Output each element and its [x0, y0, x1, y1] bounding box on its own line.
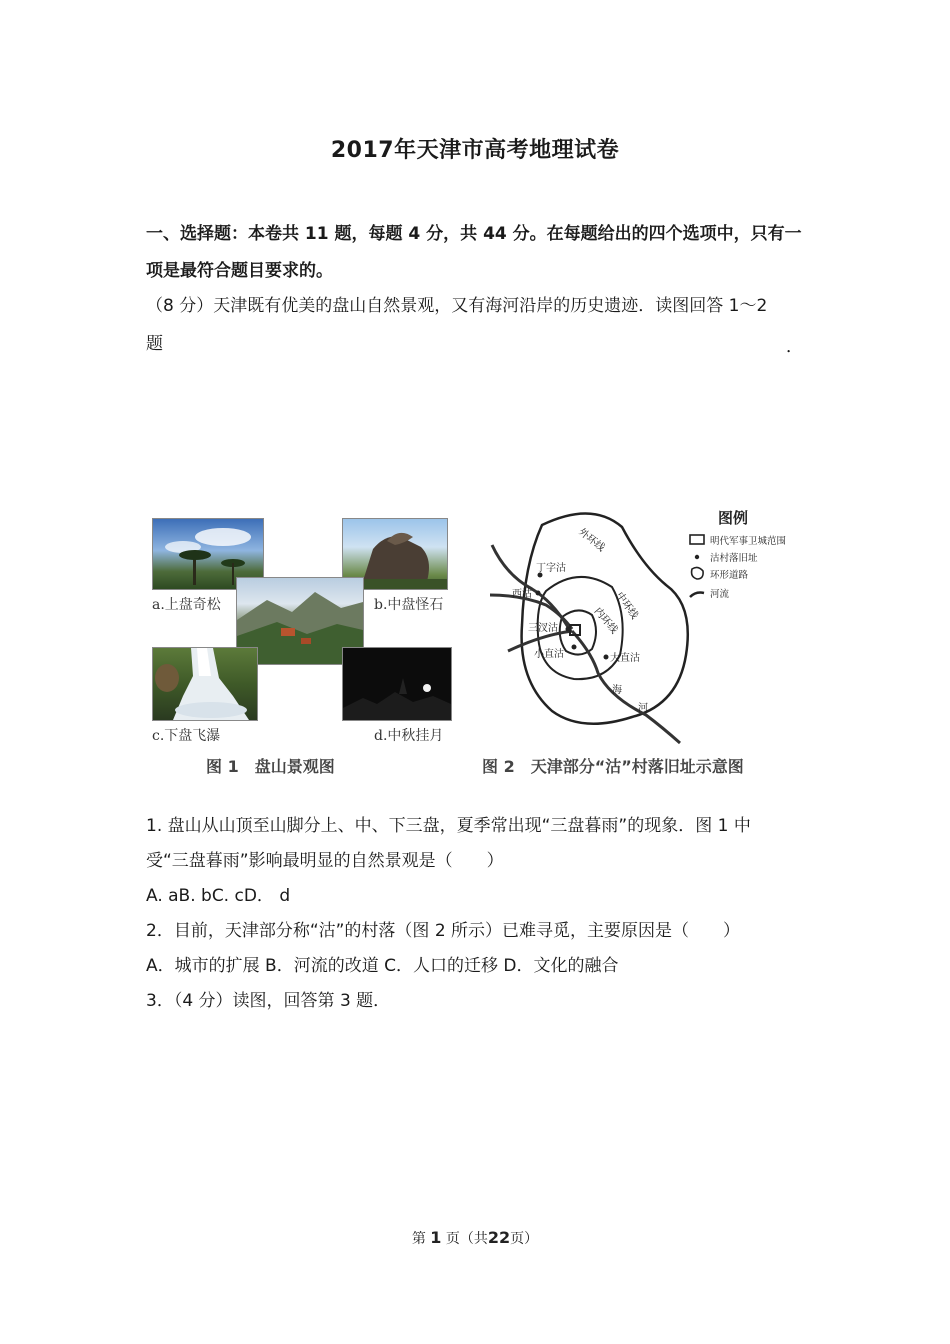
figure2-caption: 图 2 天津部分“沽”村落旧址示意图: [482, 757, 744, 776]
photo-label-d: d.中秋挂月: [374, 728, 444, 744]
q1-options: A. aB. bC. cD． d: [146, 886, 291, 906]
river-haihe: [572, 631, 680, 743]
page-footer: [0, 1228, 950, 1248]
label-dazhigu: 大直沽: [610, 653, 640, 664]
legend-item-river: 河流: [710, 589, 730, 600]
legend-title: 图例: [718, 509, 749, 527]
intro-line2: 题: [146, 334, 163, 354]
section-heading-line2: 项是最符合题目要求的。: [146, 261, 333, 281]
photo-label-b: b.中盘怪石: [374, 597, 444, 613]
village-dot-sanchagu: [566, 627, 571, 632]
village-dot-xigu: [536, 591, 541, 596]
intro-line1: （8 分）天津既有优美的盘山自然景观，又有海河沿岸的历史遗迹．读图回答 1～2: [146, 296, 768, 316]
legend-symbol-river: [690, 593, 704, 598]
intro-trailing-dot: ．: [786, 337, 803, 357]
photo-label-c: c.下盘飞瀑: [152, 728, 221, 744]
footer-page-number: 1: [430, 1228, 442, 1247]
q3-line1: 3．（4 分）读图，回答第 3 题．: [146, 991, 391, 1011]
q1-line2: 受“三盘暮雨”影响最明显的自然景观是（ ）: [146, 851, 504, 871]
legend-symbol-rect: [690, 535, 704, 544]
label-inner-ring: 内环线: [591, 605, 620, 636]
village-dot-dazhigu: [604, 655, 609, 660]
q1-line1: 1. 盘山从山顶至山脚分上、中、下三盘，夏季常出现“三盘暮雨”的现象．图 1 中: [146, 816, 751, 836]
q2-line1: 2．目前，天津部分称“沽”的村落（图 2 所示）已难寻觅，主要原因是（ ）: [146, 921, 741, 941]
page-title: 2017年天津市高考地理试卷: [330, 138, 620, 163]
legend-symbol-dot: [695, 555, 699, 559]
label-xigu: 西沽: [512, 589, 532, 600]
photo-label-a: a.上盘奇松: [152, 597, 221, 613]
q2-options: A．城市的扩展 B．河流的改道 C．人口的迁移 D．文化的融合: [146, 956, 619, 976]
legend-symbol-ring: [692, 567, 704, 579]
legend-item-city: 明代军事卫城范围: [710, 536, 787, 547]
footer-total-pages: 22: [487, 1228, 511, 1247]
label-middle-ring: 中环线: [613, 590, 640, 622]
label-haihe-2: 河: [638, 703, 648, 714]
village-dot-xiaozhigu: [572, 645, 577, 650]
figure1-caption: 图 1 盘山景观图: [206, 757, 335, 776]
label-haihe-1: 海: [612, 685, 622, 696]
legend-item-village: 沽村落旧址: [710, 553, 758, 564]
photo-moon: [342, 647, 452, 721]
label-sanchagu: 三汊沽: [528, 623, 558, 634]
figure2-map: [482, 505, 810, 750]
footer-middle: 页（共: [445, 1231, 488, 1247]
footer-prefix: 第: [411, 1231, 426, 1247]
photo-waterfall: [152, 647, 258, 721]
label-xiaozhigu: 小直沽: [534, 649, 564, 660]
label-dingzigu: 丁字沽: [536, 563, 566, 574]
figure-panel: [146, 505, 810, 783]
footer-suffix: 页）: [510, 1231, 539, 1247]
section-heading-line1: 一、选择题：本卷共 11 题，每题 4 分，共 44 分。在每题给出的四个选项中，只有一: [146, 224, 802, 244]
label-outer-ring: 外环线: [576, 526, 607, 554]
legend-item-ring-road: 环形道路: [710, 570, 749, 581]
